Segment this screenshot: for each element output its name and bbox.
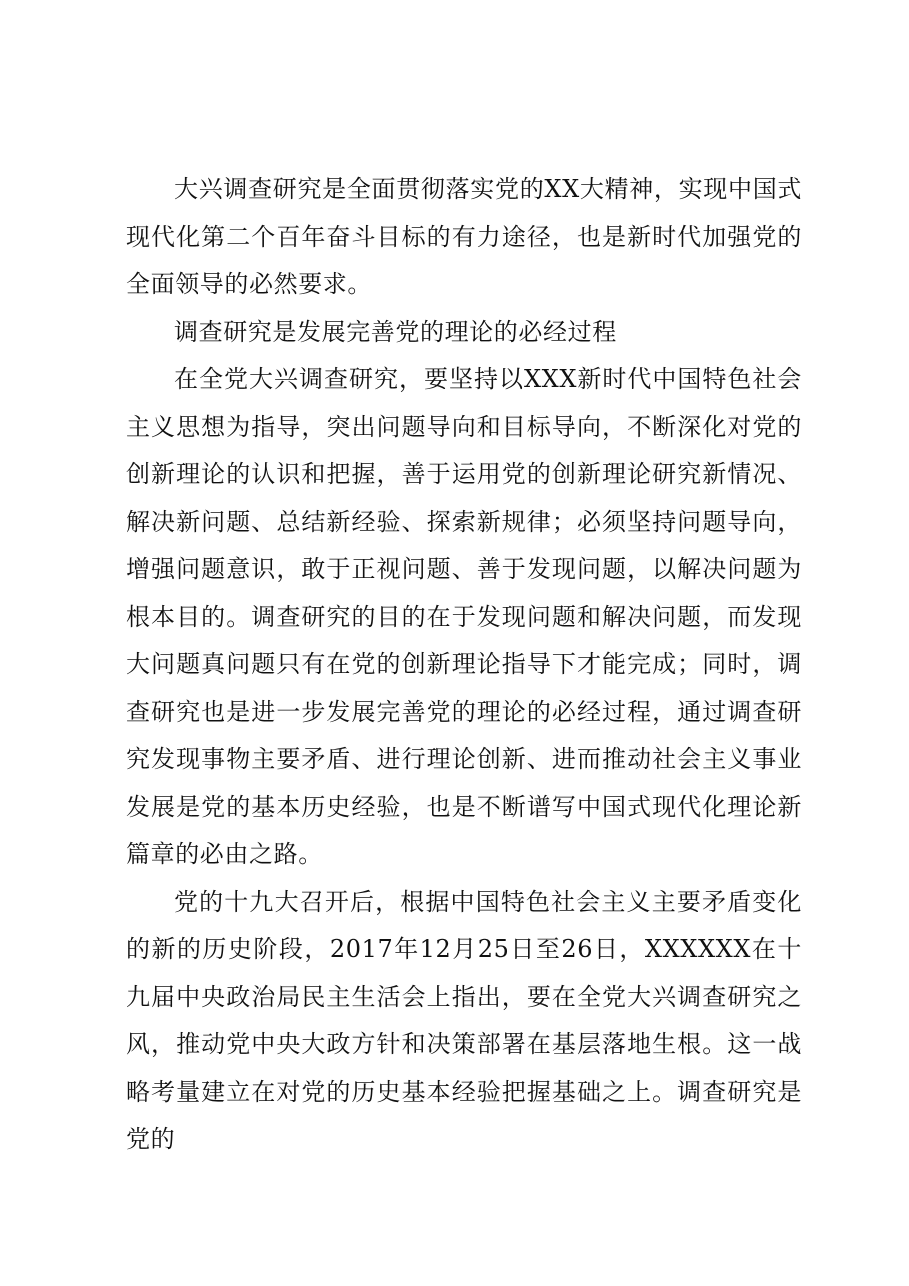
paragraph-intro: 大兴调查研究是全面贯彻落实党的XX大精神，实现中国式现代化第二个百年奋斗目标的有力途径，也是新时代加强党的全面领导的必然要求。 [126, 175, 802, 298]
paragraph-body-2: 党的十九大召开后，根据中国特色社会主义主要矛盾变化的新的历史阶段，2017年12月25日至26日，XXXXXX在十九届中央政治局民主生活会上指出，要在全党大兴调查研究之风，推动党中央大政方针和决策部署在基层落地生根。这一战略考量建立在对党的历史基本经验把握基础之上。调查研究是党的 [126, 887, 802, 1153]
section-heading: 调查研究是发展完善党的理论的必经过程 [174, 317, 617, 346]
document-body [126, 166, 802, 1164]
paragraph-body-1: 在全党大兴调查研究，要坚持以XXX新时代中国特色社会主义思想为指导，突出问题导向和目标导向，不断深化对党的创新理论的认识和把握，善于运用党的创新理论研究新情况、解决新问题、总结新经验、探索新规律；必须坚持问题导向，增强问题意识，敢于正视问题、善于发现问题，以解决问题为根本目的。调查研究的目的在于发现问题和解决问题，而发现大问题真问题只有在党的创新理论指导下才能完成；同时，调查研究也是进一步发展完善党的理论的必经过程，通过调查研究发现事物主要矛盾、进行理论创新、进而推动社会主义事业发展是党的基本历史经验，也是不断谱写中国式现代化理论新篇章的必由之路。 [126, 365, 802, 868]
